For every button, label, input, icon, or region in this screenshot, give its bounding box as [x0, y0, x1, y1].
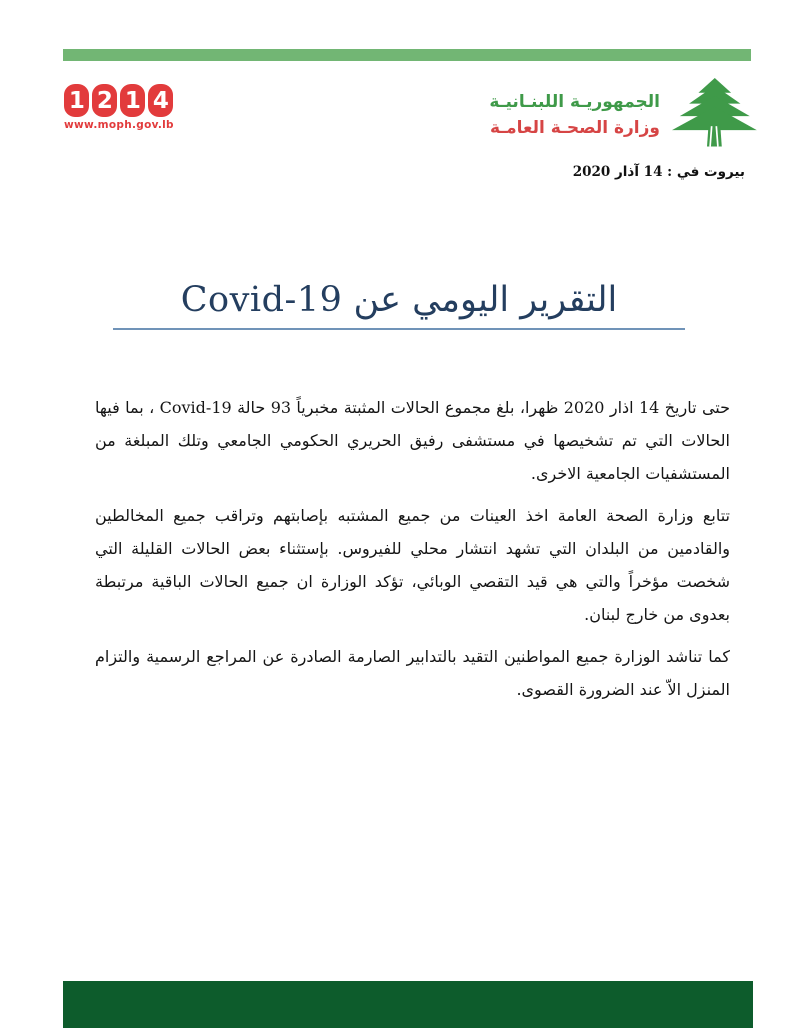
hotline-digit: 4 [148, 84, 173, 117]
ministry-logo [489, 78, 758, 152]
report-title: التقرير اليومي عن Covid-19 [180, 280, 618, 320]
body-paragraph-3: كما تناشد الوزارة جميع المواطنين التقيد بالتدابير الصارمة الصادرة عن المراجع الرسمية والتزام المنزل الاّ عند الضرورة القصوى. [95, 647, 730, 699]
bottom-accent-bar [63, 981, 753, 1028]
cedar-tree-icon [670, 78, 758, 152]
body-paragraph-2: تتابع وزارة الصحة العامة اخذ العينات من جميع المشتبه بإصابتهم وتراقب جميع المخالطين والقادمين من البلدان التي تشهد انتشار محلي للفيروس. بإستثناء بعض الحالات القليلة التي شخصت مؤخراً والتي هي قيد التقصي الوبائي، تؤكد الوزارة ان جميع الحالات الباقية مرتبطة بعدوى من خارج لبنان. [95, 506, 730, 624]
ministry-name-line1: الجمهوريـة اللبنـانيـة [489, 92, 660, 112]
moph-hotline-logo [64, 84, 174, 131]
body-paragraph-1: حتى تاريخ 14 اذار 2020 ظهرا، بلغ مجموع الحالات المثبتة مخبرياً 93 حالة Covid-19 ، بما فيها الحالات التي تم تشخيصها في مستشفى رفيق الحريري الحكومي الجامعي وتلك المبلغة من المستشفيات الجامعية الاخرى. [95, 398, 731, 483]
hotline-number [64, 84, 173, 117]
title-block [113, 280, 685, 338]
ministry-name [489, 89, 660, 141]
top-accent-bar [63, 49, 751, 61]
hotline-digit: 1 [64, 84, 89, 117]
title-rule [113, 328, 685, 330]
page-header [64, 78, 758, 152]
hotline-website: www.moph.gov.lb [64, 119, 174, 131]
hotline-digit: 1 [120, 84, 145, 117]
ministry-name-line2: وزارة الصحـة العامـة [489, 118, 660, 138]
dateline: بيروت في : 14 آذار 2020 [572, 164, 745, 180]
report-body [95, 391, 730, 715]
hotline-digit: 2 [92, 84, 117, 117]
